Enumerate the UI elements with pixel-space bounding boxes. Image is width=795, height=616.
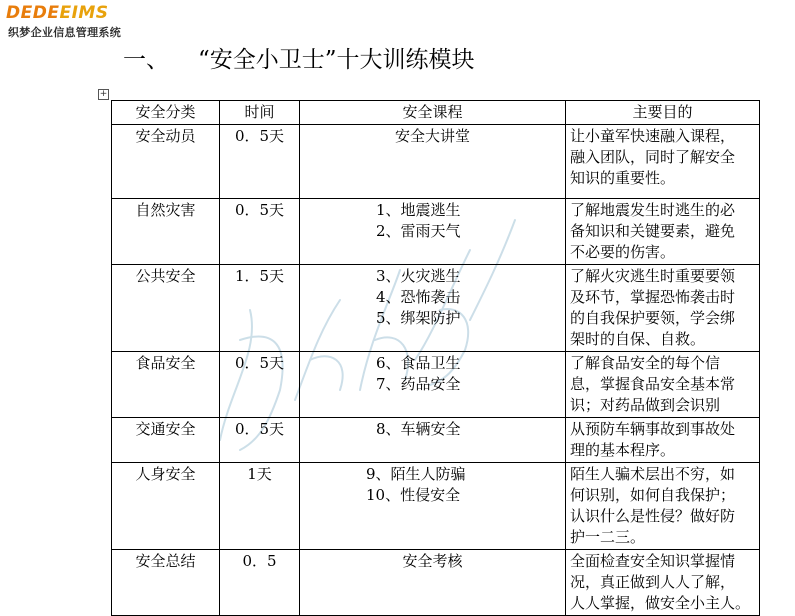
goal-line: 融入团队，同时了解安全 bbox=[570, 148, 736, 166]
course-item: 安全大讲堂 bbox=[394, 127, 470, 145]
table-row bbox=[112, 352, 760, 418]
header-goal: 主要目的 bbox=[566, 101, 760, 125]
goal-line: 理的基本程序。 bbox=[570, 441, 676, 459]
cell-category: 公共安全 bbox=[112, 265, 220, 352]
section-title: “安全小卫士”十大训练模块 bbox=[198, 47, 475, 73]
table-row bbox=[112, 463, 760, 550]
course-item: 2、雷雨天气 bbox=[376, 222, 461, 240]
goal-line: 知识的重要性。 bbox=[570, 169, 676, 187]
cell-goal bbox=[566, 125, 760, 199]
cell-goal bbox=[566, 265, 760, 352]
table-move-handle-icon[interactable]: + bbox=[99, 89, 108, 99]
table-header-row bbox=[112, 101, 760, 125]
goal-line: 认识什么是性侵？做好防 bbox=[570, 507, 736, 525]
course-item: 4、恐怖袭击 bbox=[376, 288, 461, 306]
table-row bbox=[112, 550, 760, 616]
goal-line: 息，掌握食品安全基本常 bbox=[570, 375, 736, 393]
goal-line: 架时的自保、自救。 bbox=[570, 330, 706, 348]
table-row bbox=[112, 199, 760, 265]
table-row bbox=[112, 125, 760, 199]
cell-goal bbox=[566, 199, 760, 265]
cell-goal bbox=[566, 463, 760, 550]
course-item: 1、地震逃生 bbox=[376, 201, 461, 219]
cell-time: 0．5天 bbox=[220, 199, 300, 265]
goal-line: 从预防车辆事故到事故处 bbox=[570, 420, 736, 438]
course-item: 6、食品卫生 bbox=[376, 354, 461, 372]
logo-subtitle: 织梦企业信息管理系统 bbox=[8, 26, 121, 39]
table-row bbox=[112, 265, 760, 352]
cell-time: 0．5天 bbox=[220, 418, 300, 463]
cell-category: 食品安全 bbox=[112, 352, 220, 418]
course-item: 9、陌生人防骗 bbox=[366, 465, 466, 483]
cell-course bbox=[300, 265, 566, 352]
course-item: 7、药品安全 bbox=[376, 375, 461, 393]
logo-word-part1: DEDE bbox=[6, 3, 60, 23]
cell-time: 1．5天 bbox=[220, 265, 300, 352]
cell-time: 0．5天 bbox=[220, 352, 300, 418]
cell-course bbox=[300, 125, 566, 199]
course-item: 8、车辆安全 bbox=[376, 420, 461, 438]
cell-time: 0．5 bbox=[220, 550, 300, 616]
table-row bbox=[112, 418, 760, 463]
cell-goal bbox=[566, 550, 760, 616]
section-heading bbox=[123, 44, 475, 76]
cell-course bbox=[300, 199, 566, 265]
cell-time: 0．5天 bbox=[220, 125, 300, 199]
goal-line: 陌生人骗术层出不穷，如 bbox=[570, 465, 736, 483]
course-item: 5、绑架防护 bbox=[376, 309, 461, 327]
goal-line: 了解食品安全的每个信 bbox=[570, 354, 721, 372]
course-item: 安全考核 bbox=[402, 552, 463, 570]
cell-category: 交通安全 bbox=[112, 418, 220, 463]
cell-category: 自然灾害 bbox=[112, 199, 220, 265]
cell-category: 人身安全 bbox=[112, 463, 220, 550]
goal-line: 何识别，如何自我保护； bbox=[570, 486, 736, 504]
cell-course bbox=[300, 463, 566, 550]
goal-line: 护一二三。 bbox=[570, 528, 646, 546]
goal-line: 况，真正做到人人了解， bbox=[570, 573, 736, 591]
cell-goal bbox=[566, 418, 760, 463]
cell-course bbox=[300, 550, 566, 616]
goal-line: 的自我保护要领，学会绑 bbox=[570, 309, 736, 327]
cell-course bbox=[300, 352, 566, 418]
goal-line: 了解地震发生时逃生的必 bbox=[570, 201, 736, 219]
cell-goal bbox=[566, 352, 760, 418]
goal-line: 让小童军快速融入课程， bbox=[570, 127, 736, 145]
training-module-table bbox=[111, 100, 760, 616]
cell-course bbox=[300, 418, 566, 463]
goal-line: 了解火灾逃生时重要要领 bbox=[570, 267, 736, 285]
cell-category: 安全总结 bbox=[112, 550, 220, 616]
header-course: 安全课程 bbox=[300, 101, 566, 125]
goal-line: 全面检查安全知识掌握情 bbox=[570, 552, 736, 570]
logo-wordmark bbox=[6, 3, 109, 23]
logo-word-part2: EIMS bbox=[59, 3, 109, 23]
cell-category: 安全动员 bbox=[112, 125, 220, 199]
cell-time: 1天 bbox=[220, 463, 300, 550]
goal-line: 不必要的伤害。 bbox=[570, 243, 676, 261]
header-category: 安全分类 bbox=[112, 101, 220, 125]
section-number: 一、 bbox=[123, 47, 169, 73]
header-time: 时间 bbox=[220, 101, 300, 125]
goal-line: 识；对药品做到会识别 bbox=[570, 396, 721, 414]
goal-line: 人人掌握，做安全小主人。 bbox=[570, 594, 751, 612]
goal-line: 备知识和关键要素，避免 bbox=[570, 222, 736, 240]
dedeeims-logo bbox=[6, 3, 166, 43]
goal-line: 及环节，掌握恐怖袭击时 bbox=[570, 288, 736, 306]
course-item: 10、性侵安全 bbox=[366, 486, 461, 504]
course-item: 3、火灾逃生 bbox=[376, 267, 461, 285]
